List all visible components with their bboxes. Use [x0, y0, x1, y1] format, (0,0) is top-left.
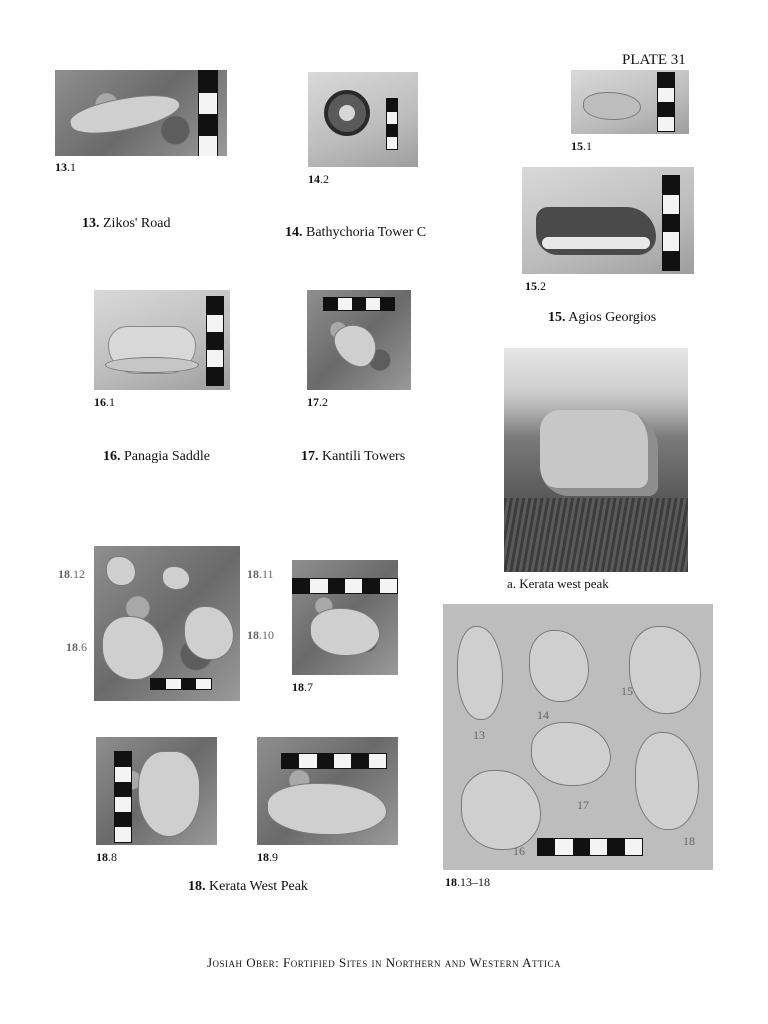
side-label-18-12: 18.12: [58, 567, 85, 581]
figure-label-18-8: 18.8: [96, 850, 117, 864]
rock-outcrop: [540, 410, 658, 496]
artifact-leaf-shard: [326, 315, 385, 374]
scale-bar: [114, 751, 132, 843]
photo-18-8: [96, 737, 217, 845]
caption-17: 17. Kantili Towers: [301, 449, 406, 464]
artifact-shard-13: [457, 626, 503, 720]
artifact-shard-16: [461, 770, 541, 850]
artifact-shard: [106, 556, 136, 586]
photo-kerata-landscape: [504, 348, 688, 572]
inset-number-18: 18: [683, 834, 695, 848]
scale-bar: [537, 838, 643, 856]
scale-bar: [662, 175, 680, 271]
photo-15-1: [571, 70, 689, 134]
photo-13-1: [55, 70, 227, 156]
figure-label-15-1: 15.1: [571, 139, 592, 153]
figure-label-14-2: 14.2: [308, 172, 329, 186]
artifact-shard: [267, 783, 387, 835]
artifact-head-shard: [138, 751, 200, 837]
inset-number-15: 15: [621, 684, 633, 698]
artifact-shard-15: [629, 626, 701, 714]
scale-bar: [198, 70, 218, 156]
photo-14-2: [308, 72, 418, 167]
photo-18-7: [292, 560, 398, 675]
artifact-ring: [324, 90, 370, 136]
photo-17-2: [307, 290, 411, 390]
photo-16-1: [94, 290, 230, 390]
figure-label-18-9: 18.9: [257, 850, 278, 864]
caption-15: 15. Agios Georgios: [548, 310, 657, 325]
artifact-vessel-base: [108, 326, 196, 374]
figure-label-13-1: 13.1: [55, 160, 76, 174]
page-footer: Josiah Ober: Fortified Sites in Northern and Western Attica: [206, 955, 562, 970]
artifact-shard: [310, 608, 380, 656]
side-label-18-6: 18.6: [66, 640, 87, 654]
artifact-sherd: [536, 207, 656, 255]
artifact-shard-18: [635, 732, 699, 830]
side-label-18-10: 18.10: [247, 628, 274, 642]
figure-label-16-1: 16.1: [94, 395, 115, 409]
caption-13: 13. Zikos' Road: [82, 216, 171, 231]
artifact-shard-17: [531, 722, 611, 786]
inset-number-16: 16: [513, 844, 525, 858]
figure-label-18-13-18: 18.13–18: [445, 875, 490, 889]
inset-number-13: 13: [473, 728, 485, 742]
inset-number-14: 14: [537, 708, 549, 722]
photo-18-group: [94, 546, 240, 701]
caption-16: 16. Panagia Saddle: [103, 449, 210, 464]
side-label-18-11: 18.11: [247, 567, 274, 581]
scale-bar: [206, 296, 224, 386]
artifact-shard: [583, 92, 641, 120]
scale-bar: [150, 678, 212, 690]
figure-label-17-2: 17.2: [307, 395, 328, 409]
inset-number-17: 17: [577, 798, 589, 812]
figure-label-15-2: 15.2: [525, 279, 546, 293]
caption-14: 14. Bathychoria Tower C: [285, 225, 427, 240]
artifact-shard: [162, 566, 190, 590]
caption-18: 18. Kerata West Peak: [188, 879, 308, 894]
scale-bar: [657, 72, 675, 132]
artifact-shard-14: [529, 630, 589, 702]
artifact-shard: [184, 606, 234, 660]
plate-title: PLATE 31: [622, 52, 686, 68]
photo-18-9: [257, 737, 398, 845]
photo-18-13-18: [443, 604, 713, 870]
artifact-shard: [67, 87, 183, 142]
caption-a: a. Kerata west peak: [507, 576, 609, 591]
scale-bar: [386, 98, 398, 150]
figure-label-18-7: 18.7: [292, 680, 313, 694]
photo-15-2: [522, 167, 694, 274]
scale-bar: [292, 578, 398, 594]
artifact-shard: [102, 616, 164, 680]
scale-bar: [323, 297, 395, 311]
scale-bar: [281, 753, 387, 769]
